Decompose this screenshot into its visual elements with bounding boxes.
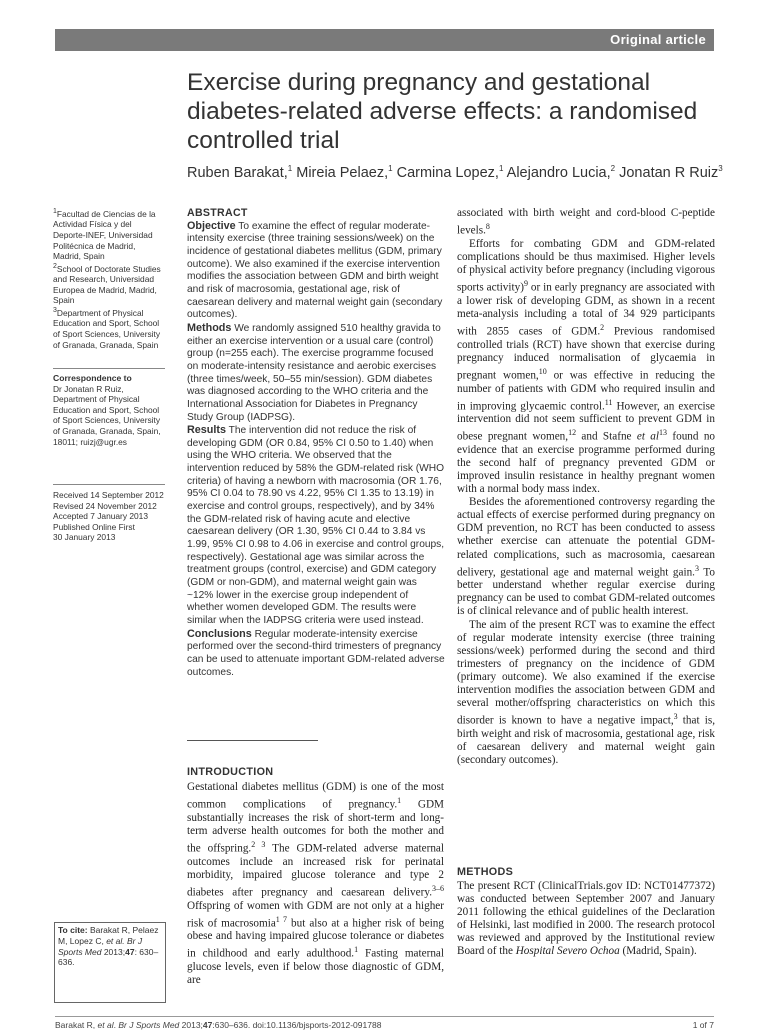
reference-link[interactable]: 1 [397, 796, 402, 806]
footer-divider [55, 1016, 714, 1017]
correspondence-text[interactable]: Dr Jonatan R Ruiz, Department of Physical Education and Sport, School of Sport Sciences, University of Granada, Granada, Spain, 18011; ruizj@ugr.es [53, 383, 161, 447]
affiliation-number: 2 [53, 262, 57, 270]
citation-text: 2013; [101, 946, 126, 957]
reference-link[interactable]: 3 [694, 563, 699, 573]
author-name[interactable]: Jonatan R Ruiz [615, 164, 719, 181]
affiliation-number: 3 [53, 306, 57, 314]
results-text: The intervention did not reduce the risk of developing GDM (OR 0.84, 95% CI 0.50 to 1.40) when using the WHO criteria. We observed that the intervention reduced by 58% the GDM-related risk (WHO criteria) of having a newborn with macrosomia (OR 1.76, 95% CI 0.04 to 78.90 vs 4.22, 95% CI 1.35 to 13.19) in exercise and control groups, respectively), and by 34% the GDM-related risk of having acute and elective caesarean delivery (OR 1.30, 95% CI 0.44 to 3.84 vs 1.99, 95% CI 0.98 to 4.06 in exercise and control groups, respectively). Gestational age was similar across the treatment groups (control, exercise) and GDM category (GDM or non-GDM), and maternal weight gain was ~12% lower in the exercise group independent of whether women developed GDM. The results were similar when the IADPSG criteria were used instead. [187, 425, 445, 626]
reference-link[interactable]: 3–6 [432, 883, 444, 893]
introduction-heading: INTRODUCTION [187, 766, 274, 778]
citation-box [54, 922, 166, 1003]
affiliation [53, 306, 161, 350]
author-affiliation-ref: 1 [498, 164, 504, 173]
paragraph: The aim of the present RCT was to examine the effect of regular moderate intensity exercise (three training sessions/week) performed during the second and third trimesters of pregnancy on the incidence of GDM (primary outcome). We also examined if the exercise intervention modifies the association between GDM and several mother/offspring characteristics on which this disorder is known to have a negative impact,$^3$ that is, birth weight and risk of macrosomia, gestational age, risk of caesarean delivery and maternal weight gain (secondary outcomes). [457, 618, 715, 766]
received-date: Received 14 September 2012 [53, 490, 164, 500]
footer-citation: Barakat R, et al. Br J Sports Med 2013;47:630–636. doi:10.1136/bjsports-2012-091788 [55, 1020, 382, 1030]
paragraph: Gestational diabetes mellitus (GDM) is one of the most common complications of pregnancy.$^1$ GDM substantially increases the risk of short-term and long-term adverse health outcomes for both the mother and the offspring.$^{2 3}$ The GDM-related adverse maternal outcomes include an increased risk for perinatal morbidity, impaired glucose tolerance and type 2 diabetes after pregnancy and caesarean delivery.$^{3-6}$ Offspring of women with GDM are not only at a higher risk of macrosomia$^{1 7}$ but also at a higher risk of being obese and having impaired glucose tolerance or diabetes in childhood and early adulthood.$^1$ Fasting maternal glucose levels, even if below those diagnostic of GDM, are [187, 781, 444, 987]
author-affiliation-ref: 2 [610, 164, 616, 173]
author-name[interactable]: Alejandro Lucia, [503, 164, 611, 181]
reference-link[interactable]: 13 [659, 428, 668, 438]
section-label: Original article [610, 32, 706, 47]
citation-pages: : 630–636. [58, 946, 159, 968]
article-dates [53, 490, 165, 543]
author-name[interactable]: Carmina Lopez, [392, 164, 499, 181]
affiliation-text: Department of Physical Education and Sport, School of Sport Sciences, University of Granada, Granada, Spain [53, 307, 161, 350]
results-label: Results [187, 424, 227, 437]
reference-link[interactable]: 9 [523, 278, 528, 288]
objective-text: To examine the effect of regular moderate-intensity exercise (three training sessions/week) on the incidence of gestational diabetes mellitus (GDM, primary outcome). We also examined if the exercise intervention modifies the association between GDM and birth weight and risk of macrosomia, gestational age, risk of caesarean delivery and maternal weight gain (secondary outcomes). [187, 220, 443, 321]
abstract-conclusions [187, 628, 445, 680]
article-title: Exercise during pregnancy and gestational diabetes-related adverse effects: a randomised controlled trial [187, 69, 698, 154]
methods-heading: METHODS [457, 866, 514, 878]
affiliations [53, 207, 161, 350]
introduction-body [187, 781, 444, 987]
correspondence-heading: Correspondence to [53, 373, 132, 383]
doi-link[interactable]: :630–636. doi:10.1136/bjsports-2012-091788 [212, 1020, 382, 1030]
author-affiliation-ref: 1 [287, 164, 293, 173]
sidebar-divider [53, 484, 165, 485]
accepted-date: Accepted 7 January 2013 [53, 511, 148, 522]
revised-date: Revised 24 November 2012 [53, 500, 157, 511]
author-affiliation-ref: 1 [388, 164, 393, 173]
page-number: 1 of 7 [692, 1020, 714, 1030]
reference-link[interactable]: 11 [604, 397, 613, 407]
right-column-body [457, 207, 715, 767]
author-affiliation-ref: 3 [718, 164, 723, 173]
citation-journal: Br J Sports Med [58, 935, 143, 957]
reference-link[interactable]: 1 7 [275, 914, 288, 924]
reference-link[interactable]: 3 [673, 711, 678, 721]
affiliation-text: School of Doctorate Studies and Research, Universidad Europea de Madrid, Madrid, Spain [53, 263, 161, 306]
reference-link[interactable]: 12 [568, 428, 577, 438]
paragraph: Efforts for combating GDM and GDM-related complications should be thus maximised. Higher levels of physical activity before pregnancy (including vigorous sports activity)$^9$ or in early pregnancy are associated with a lower risk of developing GDM, as shown in a recent meta-analysis including a total of 34 929 participants with 2855 cases of GDM.$^2$ Previous randomised controlled trials (RCT) have shown that exercise during pregnancy induced normalisation of glycaemia in pregnant women,$^{10}$ or was effective in reducing the number of patients with GDM who required insulin and in improving glycaemic control.$^{11}$ However, an exercise intervention did not seem sufficient to prevent GDM in obese pregnant women,$^{12}$ and Stafne et $al^{13}$ found no evidence that an exercise programme performed during the second half of pregnancy prevented GDM or improved insulin resistance in healthy pregnant women with a normal body mass index. [457, 237, 716, 496]
correspondence [53, 373, 165, 447]
author-name[interactable]: Ruben Barakat, [187, 164, 288, 181]
affiliation [53, 262, 161, 306]
affiliation-text: Facultad de Ciencias de la Actividad Física y del Deporte-INEF, Universidad Politécnica de Madrid, Madrid, Spain [53, 208, 156, 262]
author-list [187, 164, 727, 181]
reference-link[interactable]: 2 3 [251, 839, 266, 849]
affiliation [53, 207, 161, 262]
methods-body [457, 880, 715, 958]
citation-etal: et al. [106, 935, 125, 946]
citation-text: Barakat R, Pelaez M, Lopez C, [58, 925, 159, 946]
reference-link[interactable]: 8 [485, 222, 490, 232]
paragraph: Besides the aforementioned controversy regarding the actual effects of exercise performed during pregnancy on GDM prevention, no RCT has been conducted to assess whether exercise can attenuate the potential GDM-related complications, such as macrosomia, caesarean delivery, gestational age and maternal weight gain.$^3$ To better understand whether regular exercise during pregnancy can be used to combat GDM-related outcomes is of clinical relevance and of public health interest. [457, 496, 715, 618]
author-name[interactable]: Mireia Pelaez, [292, 164, 389, 181]
citation-label: To cite: [58, 925, 88, 935]
abstract-methods [187, 322, 445, 424]
paragraph: associated with birth weight and cord-blood C-peptide levels.$^8$ [457, 207, 715, 237]
section-band [55, 29, 714, 51]
methods-label: Methods [187, 321, 232, 334]
abstract [187, 207, 445, 679]
objective-label: Objective [187, 219, 236, 232]
reference-link[interactable]: 10 [538, 366, 547, 376]
published-date: 30 January 2013 [53, 532, 116, 543]
abstract-results [187, 424, 445, 628]
conclusions-label: Conclusions [187, 627, 252, 640]
affiliation-number: 1 [53, 208, 57, 215]
sidebar-divider [53, 368, 165, 369]
abstract-divider [187, 740, 318, 741]
conclusions-text: Regular moderate-intensity exercise performed over the second-third trimesters of pregnancy can be used to attenuate important GDM-related adverse outcomes. [187, 628, 445, 678]
paragraph: The present RCT (ClinicalTrials.gov ID: NCT01477372) was conducted between September 2007 and January 2011 following the ethical guidelines of the Declaration of Helsinki, last modified in 2000. The research protocol was reviewed and approved by the Institutional review Board of the Hospital Severo Ochoa (Madrid, Spain). [457, 880, 715, 958]
reference-link[interactable]: 1 [354, 945, 359, 955]
published-label: Published Online First [53, 521, 135, 532]
reference-link[interactable]: 2 [600, 322, 605, 332]
methods-text: We randomly assigned 510 healthy gravida to either an exercise intervention or a usual care (control) group (n=255 each). The exercise programme focused on moderate-intensity resistance and aerobic exercises (three times/week, 50–55 min/session). GDM diabetes was diagnosed according to the WHO criteria and the International Association for Diabetes in Pregnancy Study Group (IADPSG). [187, 322, 441, 423]
abstract-objective [187, 220, 445, 322]
citation-volume: 47 [125, 946, 135, 957]
abstract-heading: ABSTRACT [187, 207, 248, 219]
